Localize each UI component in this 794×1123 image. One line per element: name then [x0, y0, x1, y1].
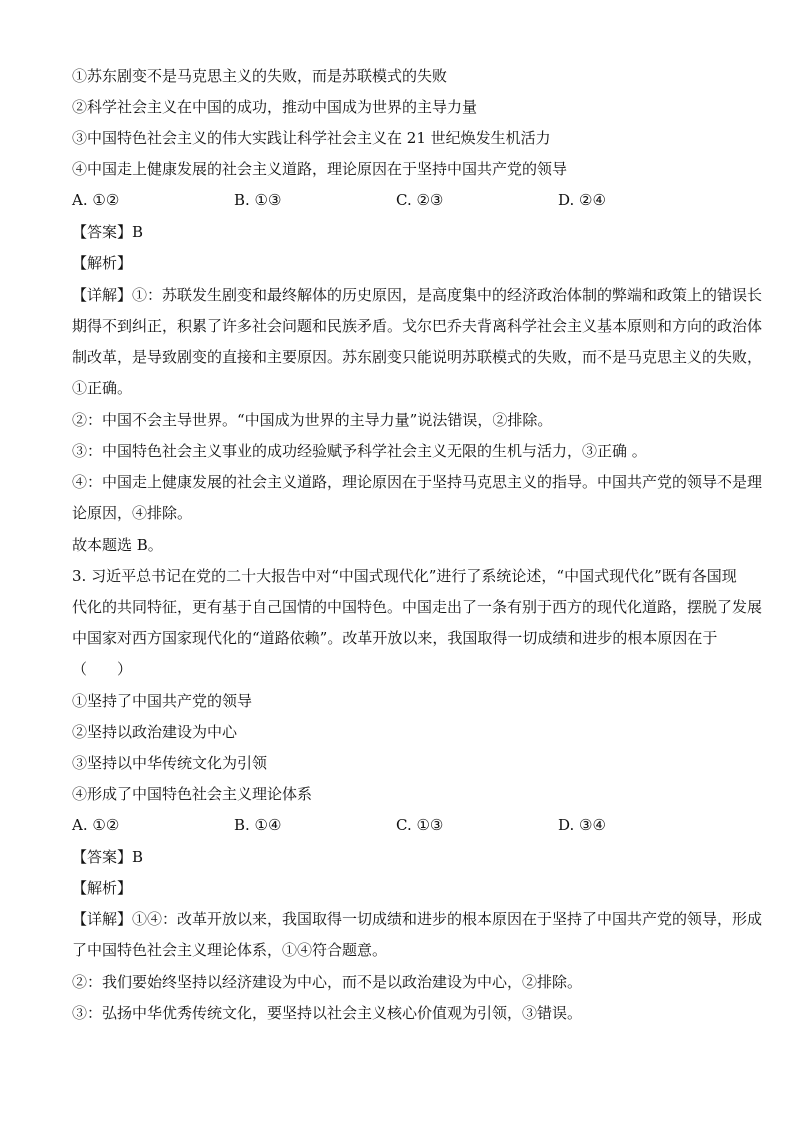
q3-answer: 【答案】B — [72, 848, 144, 866]
q2-detail-line-3: 制改革，是导致剧变的直接和主要原因。苏东剧变只能说明苏联模式的失败，而不是马克思主义的失败， — [72, 348, 763, 366]
q2-option-c: C. ②③ — [396, 191, 444, 209]
q2-statement-2: ②科学社会主义在中国的成功，推动中国成为世界的主导力量 — [72, 98, 478, 116]
q3-statement-2: ②坚持以政治建设为中心 — [72, 723, 238, 741]
q2-detail-line-2: 期得不到纠正，积累了许多社会问题和民族矛盾。戈尔巴乔夫背离科学社会主义基本原则和方向的政治体 — [72, 317, 763, 335]
q2-statement-4: ④中国走上健康发展的社会主义道路，理论原因在于坚持中国共产党的领导 — [72, 160, 568, 178]
q3-detail-line-2: 了中国特色社会主义理论体系，①④符合题意。 — [72, 941, 388, 959]
q3-detail-line-1: 【详解】①④：改革开放以来，我国取得一切成绩和进步的根本原因在于坚持了中国共产党的领导，形成 — [72, 910, 763, 928]
q3-detail-line-3: ②：我们要始终坚持以经济建设为中心，而不是以政治建设为中心，②排除。 — [72, 973, 583, 991]
q3-statement-3: ③坚持以中华传统文化为引领 — [72, 754, 268, 772]
q3-statement-4: ④形成了中国特色社会主义理论体系 — [72, 785, 313, 803]
q2-detail-line-4: ①正确。 — [72, 379, 133, 397]
q3-option-c: C. ①③ — [396, 816, 444, 834]
q3-stem-line-3: 中国家对西方国家现代化的“道路依赖”。改革开放以来，我国取得一切成绩和进步的根本原因在于 — [72, 629, 718, 647]
q3-option-d: D. ③④ — [558, 816, 606, 834]
q2-statement-3: ③中国特色社会主义的伟大实践让科学社会主义在 21 世纪焕发生机活力 — [72, 129, 551, 147]
q3-option-a: A. ①② — [72, 816, 120, 834]
q2-statement-1: ①苏东剧变不是马克思主义的失败，而是苏联模式的失败 — [72, 67, 448, 85]
q2-analysis-label: 【解析】 — [72, 254, 133, 272]
q3-stem-line-2: 代化的共同特征，更有基于自己国情的中国特色。中国走出了一条有别于西方的现代化道路，摆脱了发展 — [72, 598, 763, 616]
q3-statement-1: ①坚持了中国共产党的领导 — [72, 692, 253, 710]
q2-option-d: D. ②④ — [558, 191, 606, 209]
q2-option-b: B. ①③ — [234, 191, 282, 209]
q3-option-b: B. ①④ — [234, 816, 282, 834]
q2-detail-line-8: 论原因，④排除。 — [72, 504, 193, 522]
q2-detail-line-1: 【详解】①：苏联发生剧变和最终解体的历史原因，是高度集中的经济政治体制的弊端和政策上的错误长 — [72, 286, 763, 304]
q2-detail-line-6: ③：中国特色社会主义事业的成功经验赋予科学社会主义无限的生机与活力，③正确 。 — [72, 442, 647, 460]
q3-stem-blank: （ ） — [72, 660, 133, 678]
q2-answer: 【答案】B — [72, 223, 144, 241]
q2-conclusion: 故本题选 B。 — [72, 536, 163, 554]
q3-detail-line-4: ③：弘扬中华优秀传统文化，要坚持以社会主义核心价值观为引领，③错误。 — [72, 1004, 583, 1022]
q2-detail-line-5: ②：中国不会主导世界。“中国成为世界的主导力量”说法错误，②排除。 — [72, 411, 553, 429]
q2-option-a: A. ①② — [72, 191, 120, 209]
q2-detail-line-7: ④：中国走上健康发展的社会主义道路，理论原因在于坚持马克思主义的指导。中国共产党的领导不是理 — [72, 473, 763, 491]
q3-stem-line-1: 3. 习近平总书记在党的二十大报告中对“中国式现代化”进行了系统论述，“中国式现代化”既有各国现 — [72, 567, 737, 585]
q3-analysis-label: 【解析】 — [72, 879, 133, 897]
